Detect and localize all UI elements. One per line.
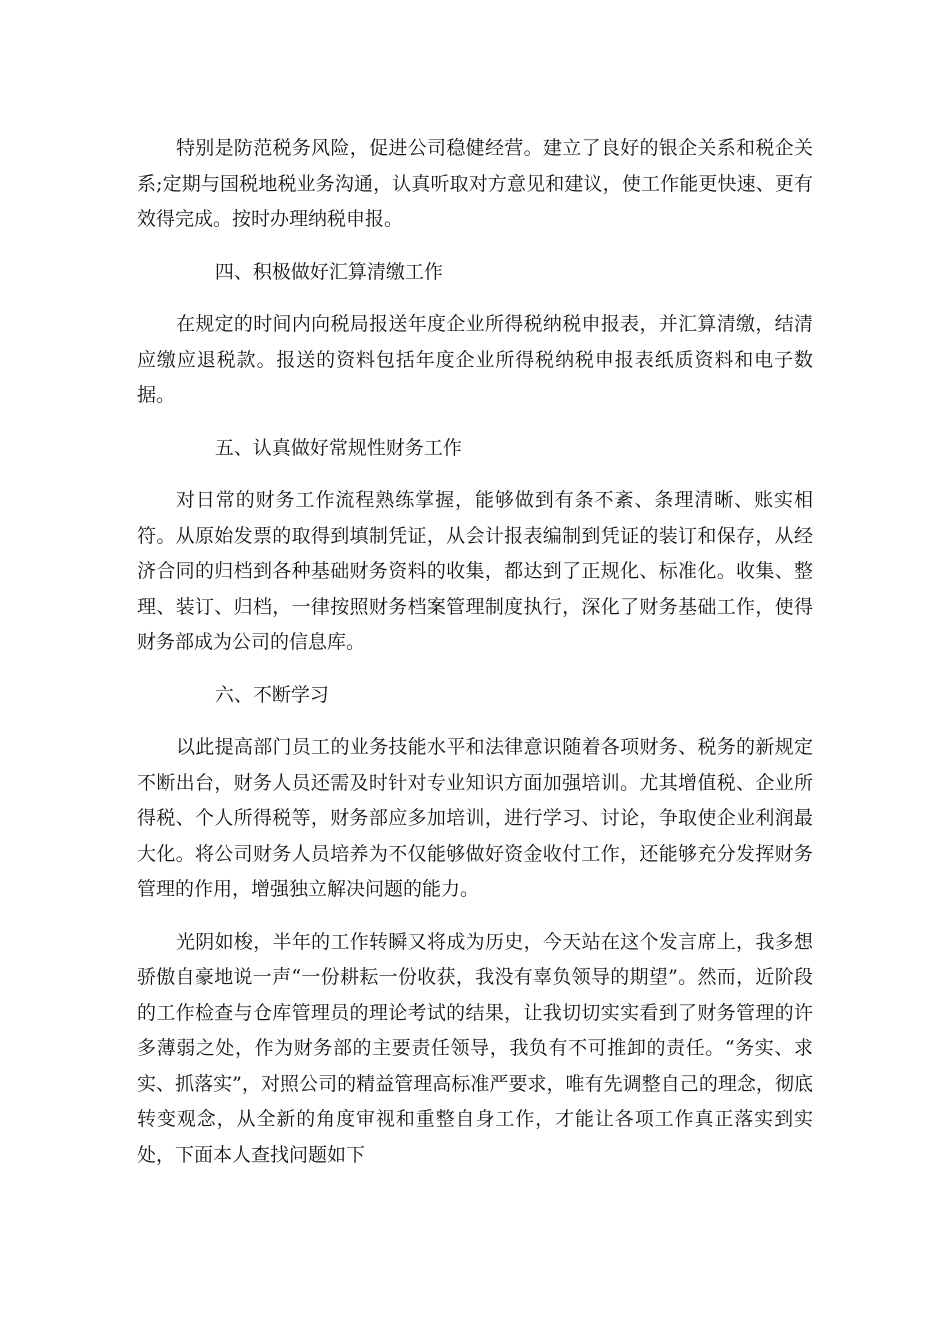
document-body — [137, 131, 813, 1190]
paragraph-routine-work: 对日常的财务工作流程熟练掌握，能够做到有条不紊、条理清晰、账实相符。从原始发票的取得到填制凭证，从会计报表编制到凭证的装订和保存，从经济合同的归档到各种基础财务资料的收集，都达到了正规化、标准化。收集、整理、装订、归档，一律按照财务档案管理制度执行，深化了财务基础工作，使得财务部成为公司的信息库。 — [137, 489, 813, 653]
section-heading-5: 五、认真做好常规性财务工作 — [214, 436, 462, 459]
paragraph-settlement: 在规定的时间内向税局报送年度企业所得税纳税申报表，并汇算清缴，结清应缴应退税款。报送的资料包括年度企业所得税纳税申报表纸质资料和电子数据。 — [137, 313, 813, 406]
paragraph-tax-risk: 特别是防范税务风险，促进公司稳健经营。建立了良好的银企关系和税企关系;定期与国税地税业务沟通，认真听取对方意见和建议，使工作能更快速、更有效得完成。按时办理纳税申报。 — [137, 137, 813, 230]
section-heading-4: 四、积极做好汇算清缴工作 — [214, 260, 443, 283]
paragraph-learning: 以此提高部门员工的业务技能水平和法律意识随着各项财务、税务的新规定不断出台，财务人员还需及时针对专业知识方面加强培训。尤其增值税、企业所得税、个人所得税等，财务部应多加培训，进行学习、讨论，争取使企业利润最大化。将公司财务人员培养为不仅能够做好资金收付工作，还能够充分发挥财务管理的作用，增强独立解决问题的能力。 — [137, 736, 813, 900]
paragraph-reflection: 光阴如梭，半年的工作转瞬又将成为历史，今天站在这个发言席上，我多想骄傲自豪地说一声“一份耕耘一份收获，我没有辜负领导的期望”。然而，近阶段的工作检查与仓库管理员的理论考试的结果，让我切切实实看到了财务管理的许多薄弱之处，作为财务部的主要责任领导，我负有不可推卸的责任。“务实、求实、抓落实”，对照公司的精益管理高标准严要求，唯有先调整自己的理念，彻底转变观念，从全新的角度审视和重整自身工作，才能让各项工作真正落实到实处，下面本人查找问题如下 — [137, 930, 813, 1166]
section-heading-6: 六、不断学习 — [214, 683, 329, 706]
